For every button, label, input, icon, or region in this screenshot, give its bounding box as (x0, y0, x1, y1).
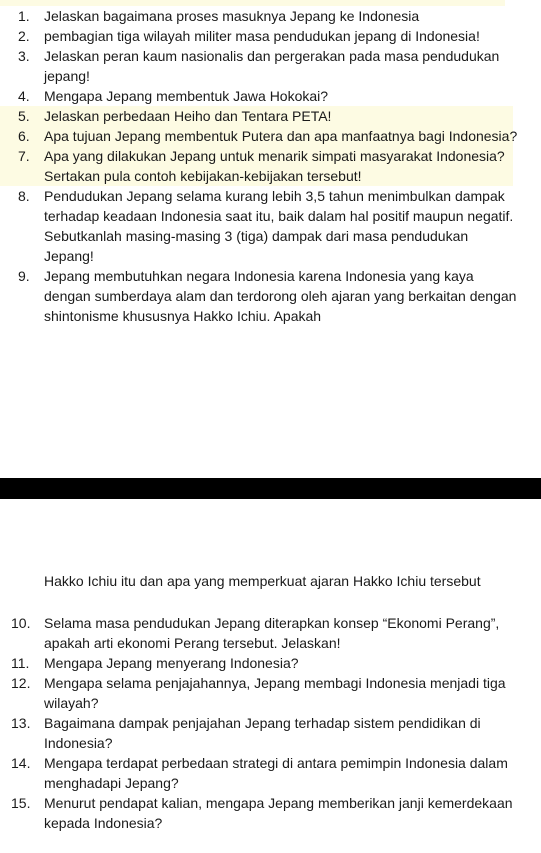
item-text: Selama masa pendudukan Jepang diterapkan konsep “Ekonomi Perang”, apakah arti ekonomi Perang tersebut. Jelaskan! (44, 615, 500, 651)
item-text: Mengapa Jepang menyerang Indonesia? (44, 655, 299, 671)
item-text: Mengapa selama penjajahannya, Jepang membagi Indonesia menjadi tiga wilayah? (44, 675, 506, 711)
item-text: pembagian tiga wilayah militer masa pendudukan jepang di Indonesia! (44, 28, 480, 44)
item-number: 9. (18, 268, 30, 284)
item-text: Jepang membutuhkan negara Indonesia karena Indonesia yang kaya dengan sumberdaya alam dan terdorong oleh ajaran yang berkaitan dengan shintonisme khususnya Hakko Ichiu. Apakah (44, 268, 517, 324)
question-list-top (0, 6, 541, 326)
list-item (0, 26, 541, 46)
list-item (0, 613, 541, 653)
item-number: 4. (18, 88, 30, 104)
list-item (0, 753, 541, 793)
list-item (0, 146, 541, 186)
item-text: Menurut pendapat kalian, mengapa Jepang memberikan janji kemerdekaan kepada Indonesia? (44, 795, 513, 831)
item-number: 10. (11, 615, 31, 631)
continuation-text: Hakko Ichiu itu dan apa yang memperkuat ajaran Hakko Ichiu tersebut (44, 573, 481, 589)
item-number: 6. (18, 128, 30, 144)
list-item (0, 46, 541, 86)
item-text: Pendudukan Jepang selama kurang lebih 3,5 tahun menimbulkan dampak terhadap keadaan Indonesia saat itu, baik dalam hal positif maupun negatif. Sebutkanlah masing-masing 3 (tiga) dampak dari masa pendudukan Jepang! (44, 188, 514, 264)
item-text: Apa tujuan Jepang membentuk Putera dan apa manfaatnya bagi Indonesia? (44, 128, 518, 144)
item-text: Bagaimana dampak penjajahan Jepang terhadap sistem pendidikan di Indonesia? (44, 715, 481, 751)
item-number: 14. (11, 755, 31, 771)
item-text: Jelaskan perbedaan Heiho dan Tentara PETA! (44, 108, 332, 124)
list-item (0, 106, 541, 126)
item-number: 1. (18, 8, 30, 24)
list-item (0, 6, 541, 26)
list-item (0, 653, 541, 673)
item-text: Apa yang dilakukan Jepang untuk menarik simpati masyarakat Indonesia? Sertakan pula contoh kebijakan-kebijakan tersebut! (44, 148, 505, 184)
list-item (0, 186, 541, 266)
item-text: Jelaskan peran kaum nasionalis dan pergerakan pada masa pendudukan jepang! (44, 48, 500, 84)
page-separator-bar (0, 478, 541, 499)
item-text: Mengapa Jepang membentuk Jawa Hokokai? (44, 88, 329, 104)
list-item (0, 713, 541, 753)
list-item (0, 673, 541, 713)
list-item (0, 266, 541, 326)
item-number: 15. (11, 795, 31, 811)
item-number: 12. (11, 675, 31, 691)
item-number: 11. (11, 655, 30, 671)
item-text: Jelaskan bagaimana proses masuknya Jepang ke Indonesia (44, 8, 420, 24)
list-item (0, 793, 541, 833)
question-list-bottom (0, 613, 541, 833)
item-number: 3. (18, 48, 30, 64)
list-item (0, 86, 541, 106)
item-number: 8. (18, 188, 30, 204)
list-item (0, 126, 541, 146)
item-number: 7. (18, 148, 30, 164)
item-number: 2. (18, 28, 30, 44)
item-text: Mengapa terdapat perbedaan strategi di antara pemimpin Indonesia dalam menghadapi Jepang? (44, 755, 508, 791)
item-number: 5. (18, 108, 30, 124)
item-number: 13. (11, 715, 31, 731)
page-bottom (0, 499, 541, 853)
